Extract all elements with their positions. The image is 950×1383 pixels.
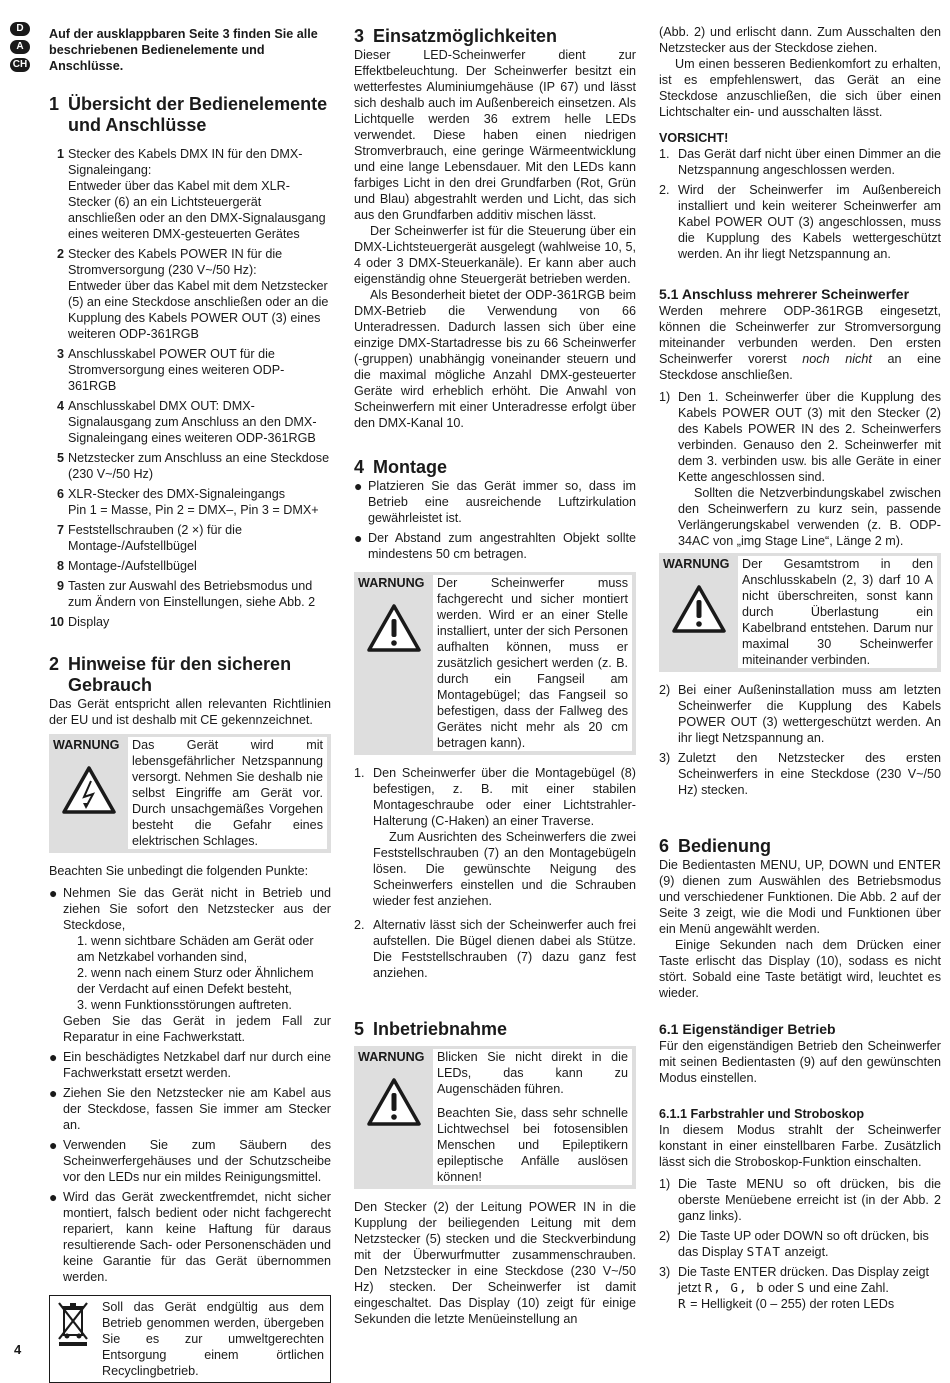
section-6-p1: Die Bedientasten MENU, UP, DOWN und ENTER (9) dienen zum Auswählen des Betriebsmodus und verschiedener Funktionen. Die Abb. 2 auf der Seite 3 zeigt, wie die Modi und Funktionen über ein Menü angewählt werden. [659, 858, 941, 936]
weee-bin-icon [56, 1299, 96, 1379]
section-5-1-heading: 5.1 Anschluss mehrerer Scheinwerfer [659, 286, 910, 302]
warning-text: Der Gesamtstrom in den Anschlusskabeln (2, 3) darf 10 A nicht überschreiten, sonst kann durch Überlastung ein Kabelbrand entstehen. Darum nur maximal 30 Scheinwerfer miteinander verbinden. [738, 556, 937, 668]
component-item: 10 Display [49, 615, 110, 629]
section-6-1-p: Für den eigenständigen Betrieb den Scheinwerfer mit seinen Bedientasten (9) auf den gewünschten Modus einstellen. [659, 1039, 941, 1085]
safety-bullet: ● Wird das Gerät zweckentfremdet, nicht sicher montiert, falsch bedient oder nicht fachgerecht repariert, kann keine Haftung für daraus resultierende Sach- oder Personenschäden und keine Garantie für das Gerät übernommen werden. [49, 1189, 331, 1284]
language-badge-a: A [10, 40, 30, 54]
vorsicht-list: 1. Das Gerät darf nicht über einen Dimmer an die Netzspannung angeschlossen werden. 2. Wird der Scheinwerfer im Außenbereich installiert und kein weiterer Scheinwerfer am Kabel POWER OUT (3) angeschlossen, muss die Kupplung des Kabels wettergeschützt werden. An ihr liegt Netzspannung an. [659, 147, 941, 261]
warning-label: WARNUNG [663, 557, 730, 571]
chain-steps-cont: 2) Bei einer Außeninstallation muss am letzten Scheinwerfer die Kupplung des Kabels POWER OUT (3) wettergeschützt werden. An ihr liegt Netzspannung an. 3) Zuletzt den Netzstecker des ersten Scheinwerfers in eine Steckdose (230 V~/50 Hz) stecken. [659, 683, 941, 797]
section-3-heading: 3 Einsatzmöglichkeiten [354, 26, 558, 46]
chain-steps: 1) Den 1. Scheinwerfer über die Kupplung des Kabels POWER OUT (3) mit den Stecker (2) des Kabels POWER IN des 2. Scheinwerfers verbinden. Genauso den 2. Scheinwerfer mit dem 3. verbinden usw. bis alle Geräte in einer Kette angeschlossen sind. Sollten die Netzverbindungskabel zwischen den Scheinwerfern zu kurz sein, passende Verlängerungskabel verwenden (z. B. ODP-34AC von „img Stage Line“, Länge 2 m). [659, 390, 941, 548]
component-list [49, 146, 331, 630]
language-badge-d: D [10, 22, 30, 36]
warning-box-electric [49, 734, 331, 853]
component-item: 5 Netzstecker zum Anschluss an eine Steckdose (230 V~/50 Hz) [56, 451, 330, 481]
section-3-p3: Als Besonderheit bietet der ODP-361RGB beim DMX-Betrieb die Verwendung von 66 Unteradressen. Dadurch lassen sich über eine einzige DMX-Startadresse bis zu 66 Scheinwerfer (-gruppen) unabhängig voneinander steuern und die maximal mögliche Anzahl DMX-gesteuerter Geräte wird erheblich erhöht. Die Anwahl von Scheinwerfern mit einer Unteradresse erfolgt über den DMX-Kanal 10. [354, 288, 636, 430]
component-item: 4 Anschlusskabel DMX OUT: DMX-Signalausgang zum Anschluss an den DMX-Signaleingang eines weiteren ODP-361RGB [56, 399, 317, 445]
section-6-1-1-p: In diesem Modus strahlt der Scheinwerfer konstant in einer einstellbaren Farbe. Zusätzlich lässt sich die Stroboskop-Funktion einschalten. [659, 1123, 941, 1169]
warning-label: WARNUNG [358, 1050, 425, 1064]
language-badge-ch: CH [10, 58, 30, 72]
warning-box-montage [354, 572, 636, 755]
warning-label: WARNUNG [358, 576, 425, 590]
section-6-heading: 6 Bedienung [659, 836, 771, 856]
section-5-1-p: Werden mehrere ODP-361RGB eingesetzt, können die Scheinwerfer zur Stromversorgung miteinander verbunden werden. Den ersten Scheinwerfer vorerst noch nicht an eine Steckdose anschließen. [659, 304, 941, 382]
col3-p2: Um einen besseren Bedienkomfort zu erhalten, ist es empfehlenswert, das Gerät an eine Steckdose anzuschließen, die sich über einen Lichtschalter ein- und ausschalten lässt. [659, 57, 941, 119]
warning-label: WARNUNG [53, 738, 120, 752]
section-3-p1: Dieser LED-Scheinwerfer dient zur Effektbeleuchtung. Der Scheinwerfer besitzt ein wetterfestes Aluminiumgehäuse (IP 67) und lässt sich deshalb auch im Außenbereich einsetzen. Als Lichtquelle werden 36 extrem helle LEDs verwendet. Diese haben einen niedrigen Stromverbrauch, eine geringe Wärmeentwicklung und eine lange Lebensdauer. Mit den LEDs kann farbiges Licht in den drei Grundfarben (Rot, Grün und Blau) abgestrahlt werden und Licht, das sich aus den Grundfarben additiv mischen lässt. [354, 48, 636, 222]
warning-triangle-icon [366, 603, 433, 657]
section-4-heading: 4 Montage [354, 457, 447, 477]
beachten-text: Beachten Sie unbedingt die folgenden Punkte: [49, 864, 309, 878]
warning-text: Das Gerät wird mit lebensgefährlicher Netzspannung versorgt. Nehmen Sie deshalb nie selbst Eingriffe am Gerät vor. Durch unsachgemäßes Vorgehen besteht die Gefahr eines elektrischen Schlages. [128, 737, 327, 849]
section-1-heading: 1 Übersicht der Bedienelemente und Anschlüsse [49, 94, 328, 135]
component-item: 8 Montage-/Aufstellbügel [56, 559, 197, 573]
warning-triangle-icon [366, 1077, 433, 1131]
warning-text: Der Scheinwerfer muss fachgerecht und sicher montiert werden. Wird er an einer Stelle installiert, unter der sich Personen aufhalten können, muss er zusätzlich gesichert werden (z. B. durch ein Fangseil am Montagebügel; das Fangseil so befestigen, dass der Fallweg des Gerätes nicht mehr als 20 cm betragen kann). [433, 575, 632, 751]
column-1 [49, 18, 331, 1383]
section-6-1-1-heading: 6.1.1 Farbstrahler und Stroboskop [659, 1107, 865, 1121]
warning-box-leds [354, 1046, 636, 1189]
vorsicht-label: VORSICHT! [659, 131, 729, 145]
column-2 [354, 18, 636, 1327]
component-item: 7 Feststellschrauben (2 ×) für die Montage-/Aufstellbügel [56, 523, 242, 553]
section-2-heading: 2 Hinweise für den sicheren Gebrauch [49, 654, 292, 695]
component-item: 3 Anschlusskabel POWER OUT für die Stromversorgung eines weiteren ODP-361RGB [56, 347, 285, 393]
component-item: 9 Tasten zur Auswahl des Betriebsmodus und zum Ändern von Einstellungen, siehe Abb. 2 [56, 579, 316, 609]
safety-bullet: ● Ziehen Sie den Netzstecker nie am Kabel aus der Steckdose, fassen Sie immer am Stecker an. [49, 1085, 331, 1132]
section-5-p: Den Stecker (2) der Leitung POWER IN in die Kupplung der beiliegenden Leitung mit dem Netzstecker (5) stecken und die Steckverbindung mit der Überwurfmutter zusammenschrauben. Den Netzstecker in eine Steckdose (230 V~/50 Hz) stecken. Der Scheinwerfer ist damit eingeschaltet. Das Display (10) zeigt für einige Sekunden die letzte Menüeinstellung an [354, 1200, 636, 1326]
component-item: 1 Stecker des Kabels DMX IN für den DMX-Signaleingang: Entweder über das Kabel mit dem XLR-Stecker (6) an ein Lichtsteuergerät anschließen oder an den DMX-Signalausgang eines weiteren DMX-gesteuerten Gerätes [56, 147, 326, 241]
safety-bullet: ● Verwenden Sie zum Säubern des Scheinwerfergehäuses und der Schutzscheibe vor den LEDs nur ein mildes Reinigungsmittel. [49, 1137, 331, 1184]
warning-triangle-icon [671, 584, 738, 638]
section-3-p2: Der Scheinwerfer ist für die Steuerung über ein DMX-Lichtsteuergerät ausgelegt (wahlweise 10, 5, 4 oder 3 DMX-Steuerkanäle). Er kann aber auch eigenständig ohne Steuergerät betrieben werden. [354, 224, 636, 286]
warning-box-current [659, 553, 941, 672]
section-6-p2: Einige Sekunden nach dem Drücken einer Taste erlischt das Display (10), sodass es nicht stört. Sobald eine Taste betätigt wird, leuchtet es wieder. [659, 938, 941, 1000]
column-3 [659, 18, 941, 1316]
montage-steps: 1. Den Scheinwerfer über die Montagebügel (8) befestigen, z. B. mit einer stabilen Montageschraube oder einer Lichtstrahler-Halterung (C-Haken) an einer Traverse. Zum Ausrichten des Scheinwerfers die zwei Feststellschrauben (7) an den Montagebügeln lösen. Die gewünschte Neigung des Scheinwerfers einstellen und die Schrauben wieder fest anziehen. 2. Alternativ lässt sich der Scheinwerfer auch frei aufstellen. Die Bügel dienen dabei als Stütze. Die Feststellschrauben (7) dazu ganz fest anziehen. [354, 766, 636, 980]
component-item: 6 XLR-Stecker des DMX-Signaleingangs Pin 1 = Masse, Pin 2 = DMX–, Pin 3 = DMX+ [56, 487, 319, 517]
safety-bullet: ● Ein beschädigtes Netzkabel darf nur durch eine Fachwerkstatt ersetzt werden. [49, 1049, 331, 1080]
display-readout: S [796, 1280, 806, 1295]
section-5-heading: 5 Inbetriebnahme [354, 1019, 508, 1039]
montage-bullet: ● Der Abstand zum angestrahlten Objekt sollte mindestens 50 cm betragen. [354, 530, 636, 561]
montage-bullet: ● Platzieren Sie das Gerät immer so, dass im Betrieb eine ausreichende Luftzirkulation gewährleistet ist. [354, 478, 636, 525]
electric-hazard-icon [61, 765, 128, 819]
warning-text: Beachten Sie, dass sehr schnelle Lichtwechsel bei fotosensiblen Menschen und Epileptikern epileptische Anfälle auslösen können! [437, 1106, 628, 1184]
component-item: 2 Stecker des Kabels POWER IN für die Stromversorgung (230 V~/50 Hz): Entweder über das Kabel mit dem Netzstecker (5) an eine Steckdose anschließen oder an die Kupplung des Kabels POWER OUT (3) eines weiteren ODP-361RGB [56, 247, 329, 341]
section-6-1-heading: 6.1 Eigenständiger Betrieb [659, 1021, 836, 1037]
display-readout: R [678, 1296, 687, 1311]
strobe-steps: 1) Die Taste MENU so oft drücken, bis die oberste Menüebene erreicht ist (in der Abb. 2 ganz links). 2) Die Taste UP oder DOWN so oft drücken, bis das Display STAT anzeigt. 3) Die Taste ENTER drücken. Das Display zeigt jetzt R, G, b oder S und eine Zahl. R = Helligkeit (0 – 255) der roten LEDs [659, 1177, 941, 1311]
ce-note: Das Gerät entspricht allen relevanten Richtlinien der EU und ist deshalb mit CE gekennzeichnet. [49, 697, 331, 727]
intro-text: Auf der ausklappbaren Seite 3 finden Sie alle beschriebenen Bedienelemente und Anschlüsse. [49, 27, 318, 73]
warning-text: Blicken Sie nicht direkt in die LEDs, das kann zu Augenschäden führen. [437, 1050, 628, 1096]
col3-p1: (Abb. 2) und erlischt dann. Zum Ausschalten den Netzstecker aus der Steckdose ziehen. [659, 25, 941, 55]
display-readout: STAT [746, 1244, 781, 1259]
display-readout: R, G, b [704, 1280, 765, 1295]
disposal-box [49, 1295, 331, 1383]
safety-bullet: ● Nehmen Sie das Gerät nicht in Betrieb und ziehen Sie sofort den Netzstecker aus der Steckdose, 1. wenn sichtbare Schäden am Gerät oder am Netzkabel vorhanden sind, 2. wenn nach einem Sturz oder Ähnlichem der Verdacht auf einen Defekt besteht, 3. wenn Funktionsstörungen auftreten. Geben Sie das Gerät in jedem Fall zur Reparatur in eine Fachwerkstatt. [49, 885, 331, 1044]
page-number: 4 [14, 1342, 22, 1357]
disposal-text: Soll das Gerät endgültig aus dem Betrieb genommen werden, übergeben Sie es zur umweltgerechten Entsorgung einem örtlichen Recyclingbetrieb. [102, 1300, 324, 1378]
language-badges [10, 22, 32, 76]
